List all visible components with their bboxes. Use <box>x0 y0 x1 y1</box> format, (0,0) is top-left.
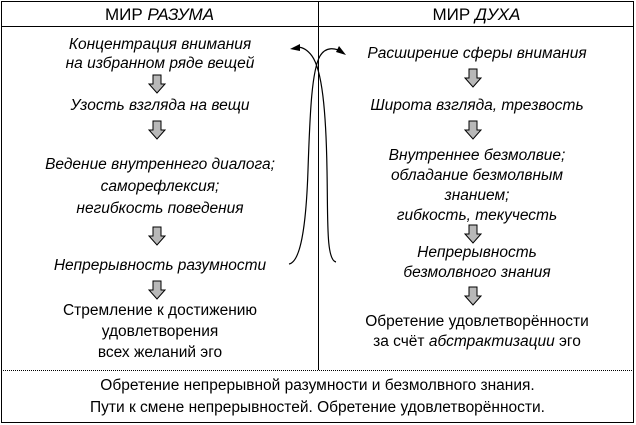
right-header-title: ДУХА <box>474 5 521 24</box>
right-step-3-line-2: обладание безмолвным <box>390 167 564 184</box>
right-step-5-line-2 <box>324 332 630 351</box>
right-step-2: Широта взгляда, трезвость <box>370 97 584 114</box>
left-header-title: РАЗУМА <box>147 5 215 24</box>
column-divider <box>318 1 319 370</box>
down-arrow-icon <box>148 226 166 246</box>
footer-divider <box>1 370 634 371</box>
right-step-1: Расширение сферы внимания <box>367 45 587 62</box>
right-step-5-line-1: Обретение удовлетворённости <box>365 313 589 330</box>
footer-line-1: Обретение непрерывной разумности и безмолвного знания. <box>100 377 535 394</box>
left-step-2: Узость взгляда на вещи <box>70 97 250 114</box>
down-arrow-icon <box>464 286 482 306</box>
left-step-3-line-2: саморефлексия; <box>100 178 220 195</box>
left-header <box>1 4 318 26</box>
left-step-5-line-2: удовлетворения <box>101 323 219 340</box>
left-step-5-line-3: всех желаний эго <box>97 344 223 361</box>
right-header <box>319 4 634 26</box>
down-arrow-icon <box>464 68 482 88</box>
left-step-1-line-2: на избранном ряде вещей <box>65 55 255 72</box>
right-step-4-line-2: безмолвного знания <box>403 264 551 281</box>
left-step-5-line-1: Стремление к достижению <box>62 302 258 319</box>
down-arrow-icon <box>464 120 482 140</box>
right-step-3-line-4: гибкость, текучесть <box>396 207 558 224</box>
down-arrow-icon <box>148 120 166 140</box>
right-step-5-text-b: абстрактизации <box>428 333 555 350</box>
footer-line-2: Пути к смене непрерывностей. Обретение удовлетворённости. <box>90 399 545 416</box>
right-header-prefix: МИР <box>432 5 475 24</box>
left-step-3-line-3: негибкость поведения <box>76 200 244 217</box>
left-header-prefix: МИР <box>104 5 148 24</box>
right-step-5-text-c: эго <box>554 333 581 350</box>
down-arrow-icon <box>464 224 482 244</box>
right-step-4-line-1: Непрерывность <box>417 244 537 261</box>
left-step-1-line-1: Концентрация внимания <box>68 36 252 53</box>
right-step-3-line-3: знанием; <box>444 187 510 204</box>
down-arrow-icon <box>148 74 166 94</box>
down-arrow-icon <box>148 280 166 300</box>
right-step-3-line-1: Внутреннее безмолвие; <box>388 147 566 164</box>
left-step-4: Непрерывность разумности <box>53 257 267 274</box>
left-step-3-line-1: Ведение внутреннего диалога; <box>45 156 275 173</box>
right-step-5-text-a: за счёт <box>373 333 429 350</box>
